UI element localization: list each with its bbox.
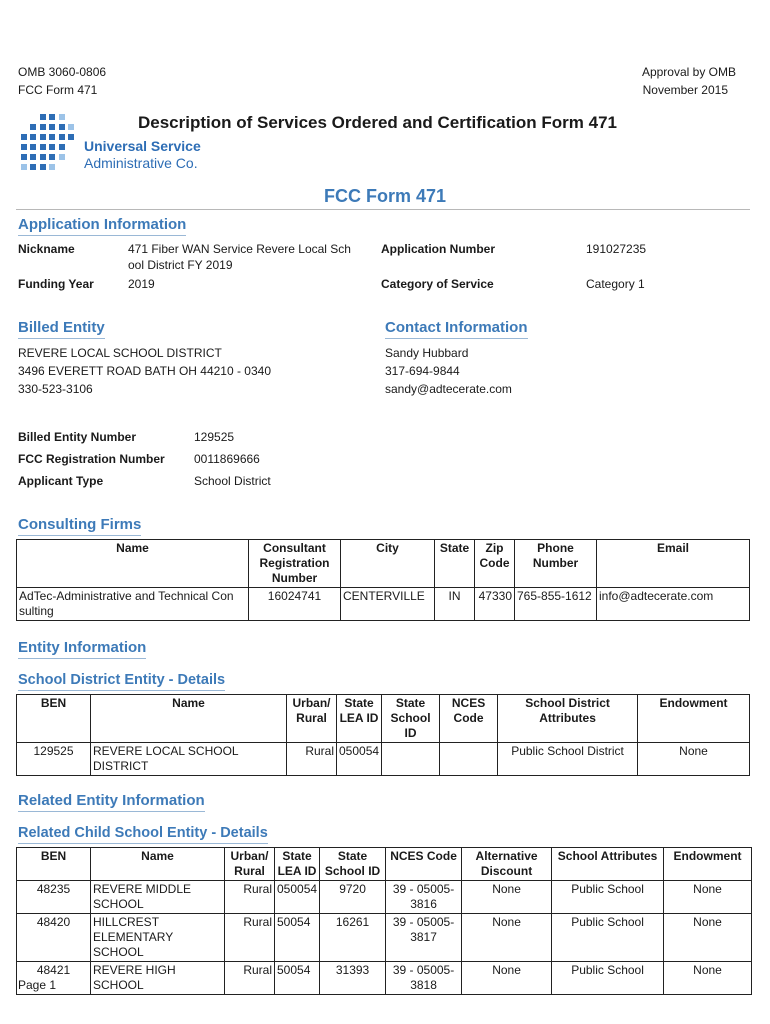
child-urban: Rural [225, 962, 275, 995]
related-entity-heading: Related Entity Information [18, 792, 205, 812]
sd-nces [440, 743, 498, 776]
child-ben: 48235 [17, 881, 91, 914]
child-attributes: Public School [552, 962, 664, 995]
child-lea: 50054 [275, 914, 320, 962]
billed-entity-phone: 330-523-3106 [18, 382, 93, 396]
child-endowment: None [664, 914, 752, 962]
col-nces: NCES Code [386, 848, 462, 881]
consultant-city: CENTERVILLE [341, 588, 435, 621]
col-ben: BEN [17, 695, 91, 743]
form-label: FCC Form 471 [18, 83, 98, 97]
sd-header-row [17, 695, 750, 743]
table-row [17, 881, 752, 914]
col-school-id: State School ID [382, 695, 440, 743]
page-number: Page 1 [18, 978, 57, 992]
fcc-registration-label: FCC Registration Number [18, 452, 165, 466]
consulting-header-row [17, 540, 750, 588]
app-number-label: Application Number [381, 242, 496, 256]
col-registration: Consultant Registration Number [249, 540, 341, 588]
child-attributes: Public School [552, 914, 664, 962]
nickname-label: Nickname [18, 242, 75, 256]
sd-name: REVERE LOCAL SCHOOL DISTRICT [91, 743, 287, 776]
child-lea: 050054 [275, 881, 320, 914]
app-number: 191027235 [586, 242, 647, 256]
col-urban-rural: Urban/ Rural [225, 848, 275, 881]
billed-entity-heading: Billed Entity [18, 319, 105, 339]
contact-email[interactable]: sandy@adtecerate.com [385, 382, 512, 396]
sd-school-id [382, 743, 440, 776]
consultant-name: AdTec-Administrative and Technical Con sulting [17, 588, 249, 621]
sd-attributes: Public School District [498, 743, 638, 776]
child-endowment: None [664, 881, 752, 914]
child-school-heading: Related Child School Entity - Details [18, 824, 268, 844]
child-discount: None [462, 914, 552, 962]
consultant-zip: 47330 [475, 588, 515, 621]
child-nces: 39 - 05005- 3816 [386, 881, 462, 914]
page-title: Description of Services Ordered and Certification Form 471 [138, 113, 617, 132]
child-name: REVERE HIGH SCHOOL [91, 962, 225, 995]
child-ben: 48421 [17, 962, 91, 995]
child-lea: 50054 [275, 962, 320, 995]
col-lea-id: State LEA ID [275, 848, 320, 881]
contact-phone: 317-694-9844 [385, 364, 460, 378]
child-header-row [17, 848, 752, 881]
consultant-phone: 765-855-1612 [515, 588, 597, 621]
applicant-type-label: Applicant Type [18, 474, 104, 488]
col-ben: BEN [17, 848, 91, 881]
billed-entity-address: 3496 EVERETT ROAD BATH OH 44210 - 0340 [18, 364, 272, 378]
child-school-id: 16261 [320, 914, 386, 962]
col-nces: NCES Code [440, 695, 498, 743]
approval-date: November 2015 [642, 83, 728, 97]
col-name: Name [17, 540, 249, 588]
child-urban: Rural [225, 881, 275, 914]
title-divider [16, 209, 750, 210]
child-ben: 48420 [17, 914, 91, 962]
child-school-id: 9720 [320, 881, 386, 914]
col-state: State [435, 540, 475, 588]
col-attributes: School Attributes [552, 848, 664, 881]
col-phone: Phone Number [515, 540, 597, 588]
nickname-line2: ool District FY 2019 [128, 258, 233, 272]
sd-lea: 050054 [337, 743, 382, 776]
school-district-table [16, 694, 750, 776]
child-attributes: Public School [552, 881, 664, 914]
billed-entity-number: 129525 [194, 430, 235, 444]
col-urban-rural: Urban/ Rural [287, 695, 337, 743]
child-discount: None [462, 962, 552, 995]
col-discount: Alternative Discount [462, 848, 552, 881]
sd-endowment: None [638, 743, 750, 776]
contact-heading: Contact Information [385, 319, 528, 339]
logo-line1: Universal Service [84, 138, 201, 154]
col-attributes: School District Attributes [498, 695, 638, 743]
consultant-registration: 16024741 [249, 588, 341, 621]
omb-number: OMB 3060-0806 [18, 65, 107, 79]
contact-name: Sandy Hubbard [385, 346, 469, 360]
child-name: HILLCREST ELEMENTARY SCHOOL [91, 914, 225, 962]
child-discount: None [462, 881, 552, 914]
application-heading: Application Information [18, 216, 186, 236]
form-title: FCC Form 471 [323, 186, 447, 206]
table-row [17, 588, 750, 621]
logo-line2: Administrative Co. [84, 155, 198, 171]
col-endowment: Endowment [638, 695, 750, 743]
col-email: Email [597, 540, 750, 588]
child-nces: 39 - 05005- 3818 [386, 962, 462, 995]
applicant-type: School District [194, 474, 271, 488]
sd-urban: Rural [287, 743, 337, 776]
col-name: Name [91, 695, 287, 743]
col-endowment: Endowment [664, 848, 752, 881]
consulting-heading: Consulting Firms [18, 516, 141, 536]
col-city: City [341, 540, 435, 588]
child-nces: 39 - 05005- 3817 [386, 914, 462, 962]
consultant-email[interactable]: info@adtecerate.com [597, 588, 750, 621]
child-endowment: None [664, 962, 752, 995]
col-name: Name [91, 848, 225, 881]
funding-year: 2019 [128, 277, 155, 291]
table-row [17, 914, 752, 962]
billed-entity-number-label: Billed Entity Number [18, 430, 137, 444]
col-zip: Zip Code [475, 540, 515, 588]
nickname-line1: 471 Fiber WAN Service Revere Local Sch [128, 242, 351, 256]
col-school-id: State School ID [320, 848, 386, 881]
school-district-heading: School District Entity - Details [18, 671, 225, 691]
usac-logo-icon [16, 114, 84, 184]
child-urban: Rural [225, 914, 275, 962]
child-name: REVERE MIDDLE SCHOOL [91, 881, 225, 914]
category-label: Category of Service [381, 277, 494, 291]
entity-heading: Entity Information [18, 639, 146, 659]
category-value: Category 1 [586, 277, 645, 291]
approval-label: Approval by OMB [641, 65, 736, 79]
billed-entity-name: REVERE LOCAL SCHOOL DISTRICT [18, 346, 222, 360]
child-school-id: 31393 [320, 962, 386, 995]
fcc-registration-number: 0011869666 [194, 452, 260, 466]
table-row [17, 743, 750, 776]
child-school-table [16, 847, 752, 995]
sd-ben: 129525 [17, 743, 91, 776]
funding-year-label: Funding Year [18, 277, 94, 291]
col-lea-id: State LEA ID [337, 695, 382, 743]
consulting-table [16, 539, 750, 621]
consultant-state: IN [435, 588, 475, 621]
table-row [17, 962, 752, 995]
